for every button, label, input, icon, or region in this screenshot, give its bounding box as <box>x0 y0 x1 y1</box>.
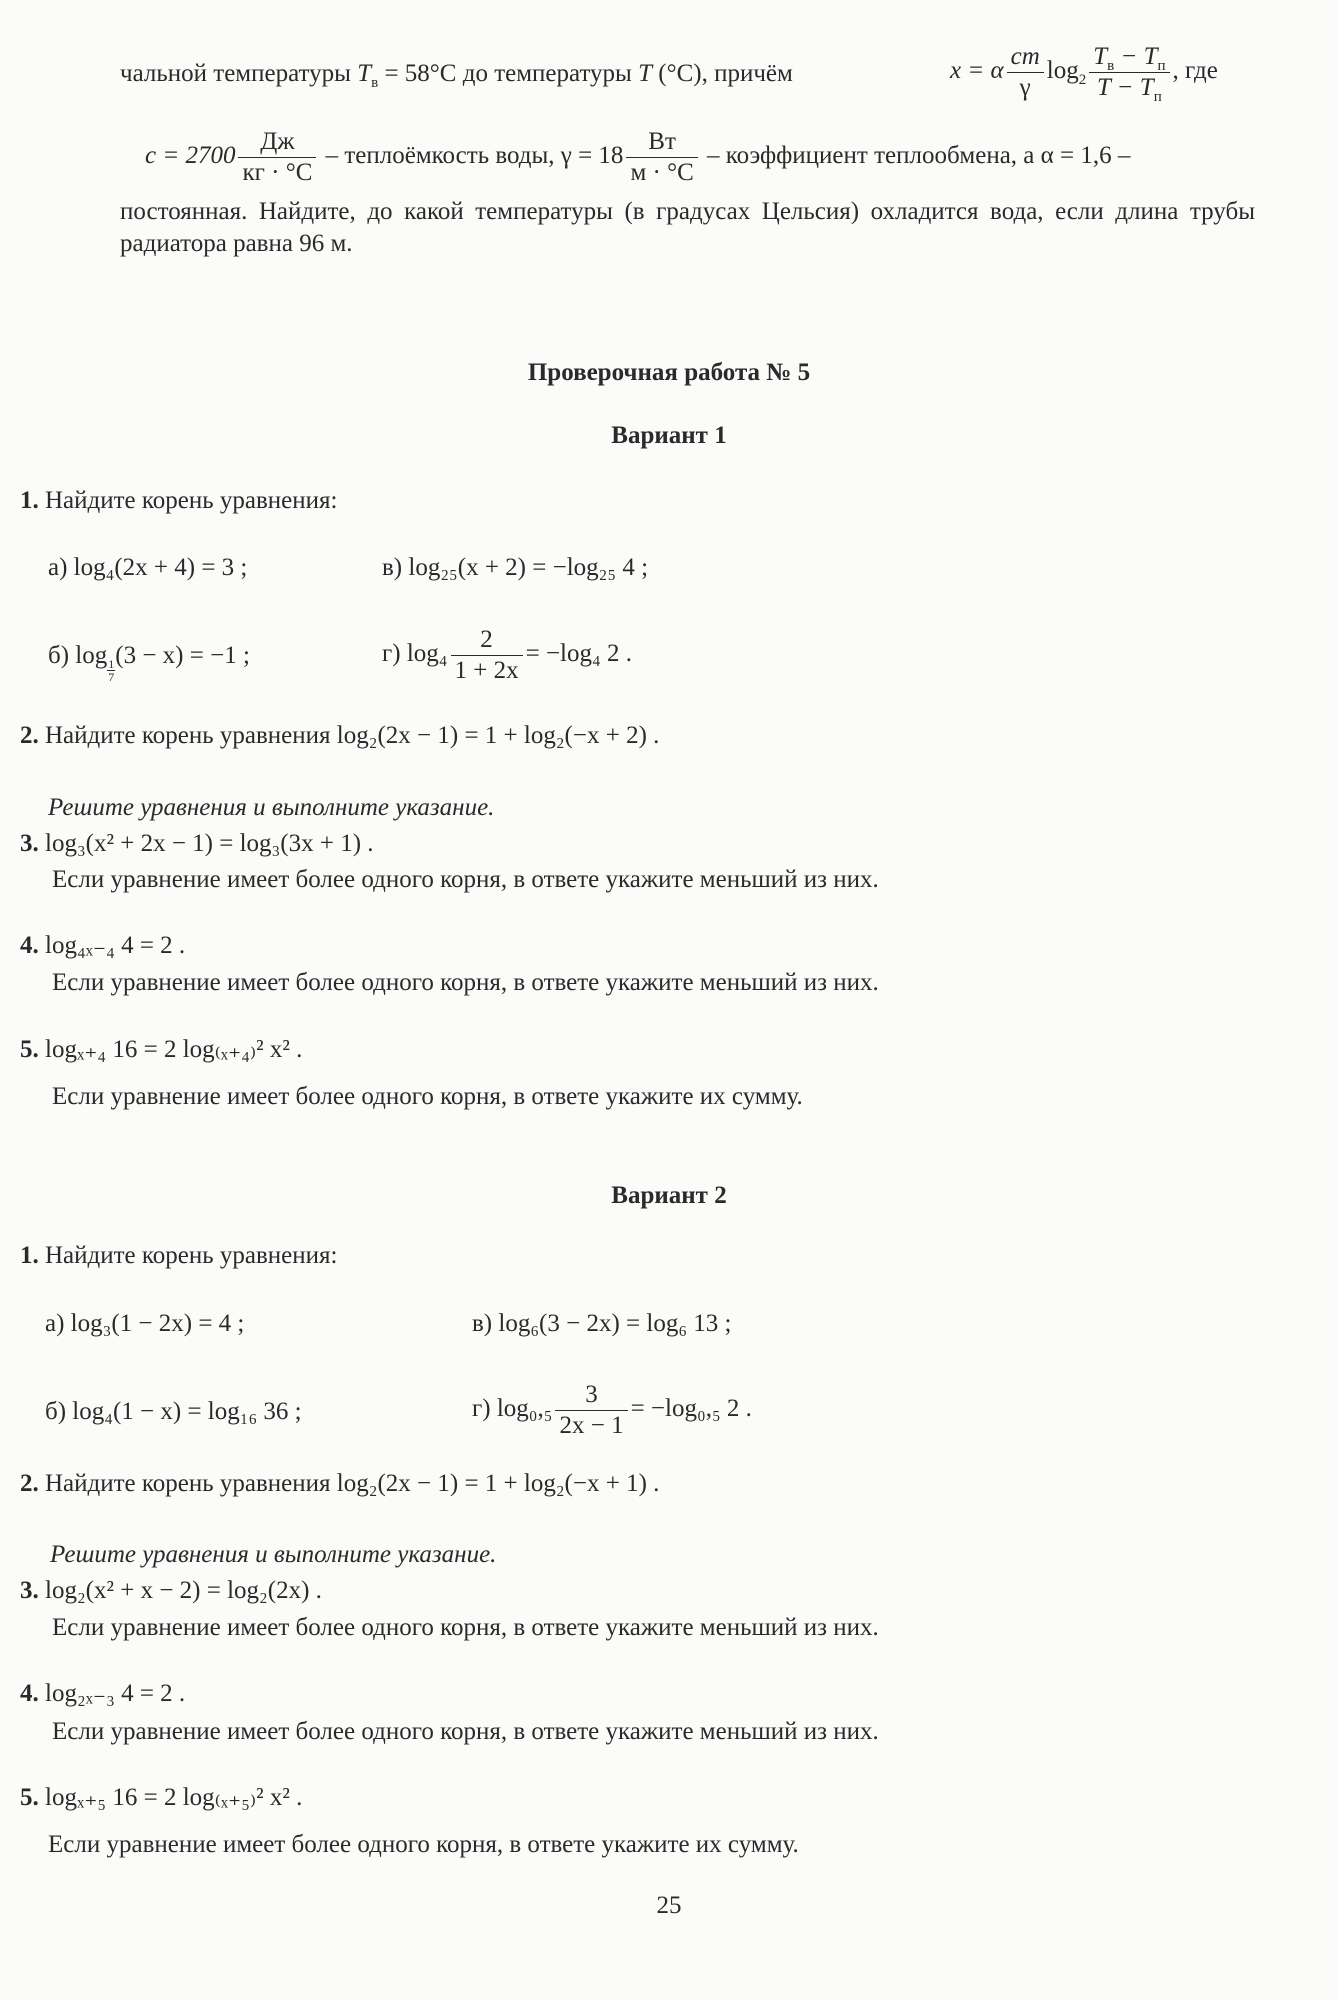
tv-value: = 58°C <box>384 60 457 87</box>
v1-task5: 5. logₓ₊₄ 16 = 2 log₍ₓ₊₄₎² x² . <box>20 1036 303 1063</box>
v2-task3-note: Если уравнение имеет более одного корня, в ответе укажите меньший из них. <box>52 1614 879 1641</box>
v2-task5-note: Если уравнение имеет более одного корня, в ответе укажите их сумму. <box>48 1831 799 1858</box>
v2-task3: 3. log₂(x² + x − 2) = log₂(2x) . <box>20 1577 322 1604</box>
v2-task1g-fraction: $\frac{3}{2x - 1}$ <box>555 1380 627 1441</box>
page-number: 25 <box>656 1892 682 1919</box>
variant1-title: Вариант 1 <box>611 422 727 449</box>
v2-task2: 2. Найдите корень уравнения log₂(2x − 1) = 1 + log₂(−x + 1) . <box>20 1470 660 1497</box>
v1-task1g-fraction: $\frac{2}{1 + 2x}$ <box>451 625 523 686</box>
v1-task5-note: Если уравнение имеет более одного корня, в ответе укажите их сумму. <box>52 1083 803 1110</box>
v2-task1b: б) log₄(1 − x) = log₁₆ 36 ; <box>45 1398 302 1425</box>
section-title: Проверочная работа № 5 <box>527 359 811 386</box>
v2-task5: 5. logₓ₊₅ 16 = 2 log₍ₓ₊₅₎² x² . <box>20 1784 303 1811</box>
v1-task1a: а) log₄(2x + 4) = 3 ; <box>48 554 248 581</box>
log-base-one-seventh: $\frac{1}{7}$ <box>108 657 115 684</box>
v1-task3: 3. log₃(x² + 2x − 1) = log₃(3x + 1) . <box>20 830 374 857</box>
variant2-title: Вариант 2 <box>611 1182 727 1209</box>
v1-task1v: в) log₂₅(x + 2) = −log₂₅ 4 ; <box>382 554 649 581</box>
intro-line-2: c = 2700 $\frac{Дж}{кг \cdot ^\circ C}$ – теплоёмкость воды, γ = 18 $\frac{Вт}{м \cdot ^\circ C}$ – коэффициент теплообмена, а α = 1,6 – <box>145 128 1131 186</box>
intro-paragraph: постоянная. Найдите, до какой температуры (в градусах Цельсия) охладится вода, если длина трубы радиатора равна 96 м. <box>120 198 1255 257</box>
v2-task1g: г) log₀,₅ $\frac{3}{2x - 1}$ = −log₀,₅ 2 . <box>472 1381 752 1439</box>
v2-task4: 4. log₂ₓ₋₃ 4 = 2 . <box>20 1680 186 1707</box>
formula-x: x = α $\frac{cm}{\gamma}$ $\log_2$ $\frac{T_в - T_п}{T - T_п}$ , где <box>950 43 1218 105</box>
t-unit: (°C) <box>658 60 702 87</box>
v2-instruction: Решите уравнения и выполните указание. <box>50 1541 497 1568</box>
intro-line-1: чальной температуры $T_в = 58^\circ C$ до температуры T (°C), причём <box>120 60 793 91</box>
intro-text-d: , где <box>1172 57 1218 85</box>
intro-text-a: чальной температуры <box>120 60 358 87</box>
v1-task4-note: Если уравнение имеет более одного корня, в ответе укажите меньший из них. <box>52 969 879 996</box>
v1-task1b: б) log $\frac{1}{7}$ (3 − x) = −1 ; <box>48 642 250 684</box>
v1-instruction: Решите уравнения и выполните указание. <box>48 794 495 821</box>
v1-task2: 2. Найдите корень уравнения log₂(2x − 1) = 1 + log₂(−x + 2) . <box>20 722 660 749</box>
v1-task1: 1. Найдите корень уравнения: <box>20 487 338 514</box>
v1-task3-note: Если уравнение имеет более одного корня, в ответе укажите меньший из них. <box>52 866 879 893</box>
formula-temperature-fraction: $\frac{T_в - T_п}{T - T_п}$ <box>1089 42 1169 103</box>
v2-task1a: а) log₃(1 − 2x) = 4 ; <box>45 1310 245 1337</box>
gamma-unit: $\frac{Вт}{м \cdot ^\circ C}$ <box>626 127 697 188</box>
v2-task1v: в) log₆(3 − 2x) = log₆ 13 ; <box>472 1310 732 1337</box>
v1-task1g: г) log₄ $\frac{2}{1 + 2x}$ = −log₄ 2 . <box>382 626 632 684</box>
v1-task4: 4. log₄ₓ₋₄ 4 = 2 . <box>20 932 186 959</box>
c-unit: $\frac{Дж}{кг \cdot ^\circ C}$ <box>238 127 316 188</box>
formula-x-lhs: x = α <box>950 57 1004 85</box>
formula-cm-over-gamma: $\frac{cm}{\gamma}$ <box>1007 42 1044 103</box>
v2-task4-note: Если уравнение имеет более одного корня, в ответе укажите меньший из них. <box>52 1718 879 1745</box>
intro-text-c: , причём <box>701 60 793 87</box>
v2-task1: 1. Найдите корень уравнения: <box>20 1242 338 1269</box>
intro-text-b: до температуры <box>456 60 639 87</box>
